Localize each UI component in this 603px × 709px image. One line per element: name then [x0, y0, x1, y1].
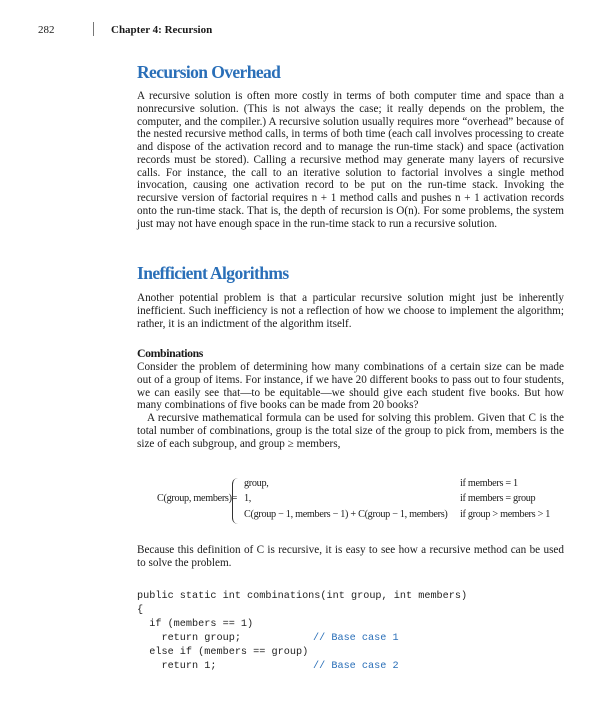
code-comment-base-case-1: // Base case 1: [313, 633, 399, 644]
combinations-paragraph-3: Because this definition of C is recursive, it is easy to see how a recursive method can be used to solve the problem.: [137, 544, 564, 569]
formula-case2-condition: if members = group: [460, 493, 536, 504]
code-line-if: if (members == 1): [137, 619, 254, 630]
formula-brace: [232, 478, 240, 524]
code-line-return-group: return group;: [137, 633, 241, 644]
combinations-heading: Combinations: [137, 346, 203, 360]
formula-case1-value: group,: [244, 478, 269, 489]
overhead-text: A recursive solution is often more costly in terms of both computer time and space than a nonrecursive solution. (This is not always the case; it really depends on the problem, the computer, and the compiler.) A recursive solution usually requires more “overhead” because of the nested recursive method calls, in terms of both time (each call involves processing to create and dispose of the activation record and to manage the run-time stack) and space (activation records must be stored). Calling a recursive method may generate many layers of recursive calls. For instance, the call to an iterative solution to factorial involves a single method invocation, causing one activation record to be put on the run-time stack. Invoking the recursive version of factorial requires n + 1 method calls and pushes n + 1 activation records onto the run-time stack. That is, the depth of recursion is O(n). For some problems, the system just may not have enough space in the run-time stack to run a recursive solution.: [137, 90, 564, 230]
chapter-title: Chapter 4: Recursion: [111, 24, 213, 36]
code-line-return-1: return 1;: [137, 661, 217, 672]
header-divider: [93, 22, 94, 36]
code-line-open-brace: {: [137, 605, 144, 616]
formula-lhs: C(group, members)=: [157, 493, 238, 504]
combinations-paragraph-1: Consider the problem of determining how many combinations of a certain size can be made out of a group of items. For instance, if we have 20 different books to pass out to four students, we can easily see that—to be equitable—we should give each student five books. But how many combinations of five books can be made from 20 books?: [137, 361, 564, 412]
formula-case3-value: C(group − 1, members − 1) + C(group − 1, members): [244, 509, 448, 520]
recursion-overhead-paragraph: [137, 90, 564, 230]
inefficient-algorithms-paragraph: Another potential problem is that a particular recursive solution might just be inherently inefficient. Such inefficiency is not a reflection of how we choose to implement the algorithm; rather, it is an indictment of the algorithm itself.: [137, 292, 564, 330]
code-line-else-if: else if (members == group): [137, 647, 309, 658]
formula-case1-condition: if members = 1: [460, 478, 518, 489]
formula-case3-condition: if group > members > 1: [460, 509, 551, 520]
code-line-signature: public static int combinations(int group, int members): [137, 591, 468, 602]
formula-case2-value: 1,: [244, 493, 252, 504]
page-number: 282: [38, 24, 55, 36]
section-title-inefficient-algorithms: Inefficient Algorithms: [137, 263, 289, 283]
combinations-paragraph-2: A recursive mathematical formula can be used for solving this problem. Given that C is the total number of combinations, group is the total size of the group to pick from, members is the size of each subgroup, and group ≥ members,: [137, 412, 564, 450]
section-title-recursion-overhead: Recursion Overhead: [137, 62, 281, 82]
code-comment-base-case-2: // Base case 2: [313, 661, 399, 672]
code-block: [137, 590, 468, 709]
